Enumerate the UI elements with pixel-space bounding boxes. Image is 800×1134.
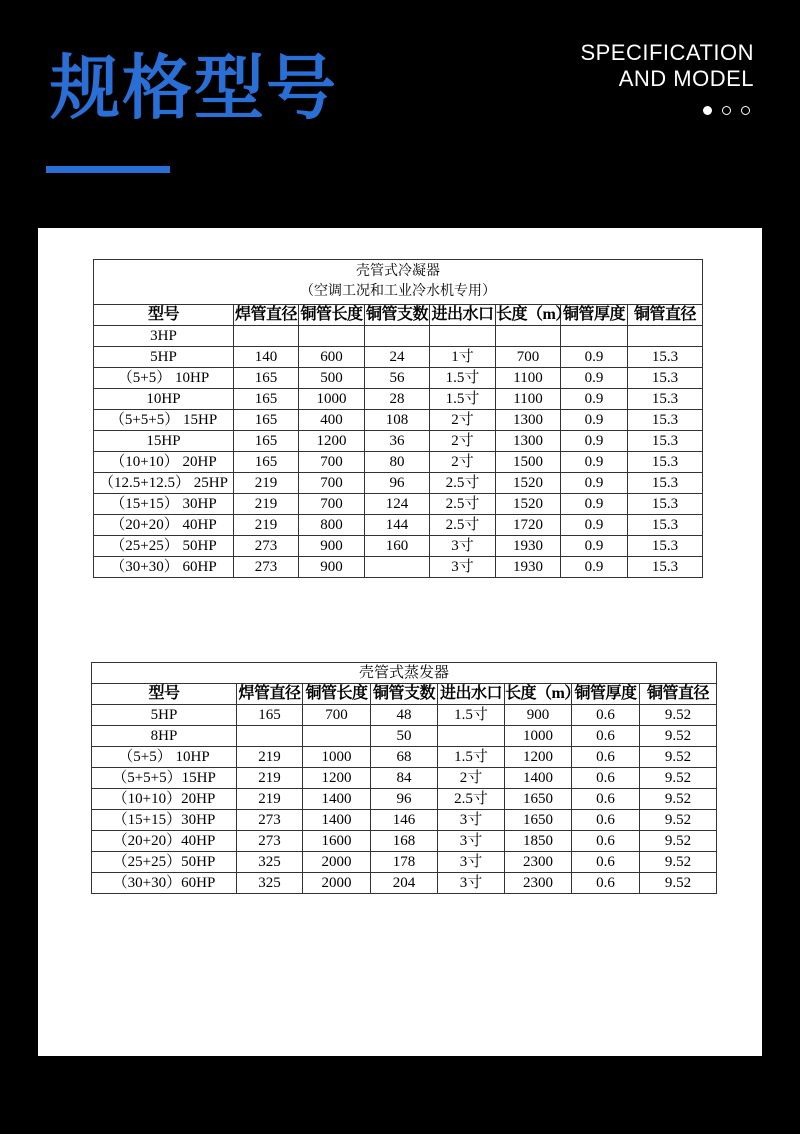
- table-cell: 9.52: [640, 852, 717, 873]
- table-cell: 219: [234, 473, 299, 494]
- table-cell: 1400: [505, 768, 572, 789]
- table-cell: 140: [234, 347, 299, 368]
- table-cell: 168: [371, 831, 438, 852]
- table-cell: [438, 726, 505, 747]
- table-cell: 3寸: [430, 557, 496, 578]
- table-cell: 1300: [496, 410, 561, 431]
- column-header: 铜管直径: [628, 305, 703, 326]
- table-cell: 2.5寸: [438, 789, 505, 810]
- table-cell: 1520: [496, 494, 561, 515]
- table-cell: 50: [371, 726, 438, 747]
- page-title: 规格型号: [50, 47, 338, 129]
- table-cell: [237, 726, 303, 747]
- column-header: 铜管支数: [365, 305, 430, 326]
- table-cell: 1000: [505, 726, 572, 747]
- table-cell: 3寸: [438, 831, 505, 852]
- table-cell: [628, 326, 703, 347]
- table-cell: 0.9: [561, 347, 628, 368]
- table-cell: （5+5+5）15HP: [92, 768, 237, 789]
- table-cell: 15HP: [94, 431, 234, 452]
- column-header: 长度（m）: [505, 684, 572, 705]
- table-row: [92, 768, 717, 789]
- table-cell: 273: [234, 557, 299, 578]
- table-cell: 3寸: [438, 873, 505, 894]
- table-cell: 700: [496, 347, 561, 368]
- table-cell: [430, 326, 496, 347]
- table-cell: 9.52: [640, 747, 717, 768]
- column-header: 型号: [94, 305, 234, 326]
- table-cell: 273: [234, 536, 299, 557]
- table-cell: 1200: [303, 768, 371, 789]
- table-cell: 2寸: [430, 410, 496, 431]
- table-cell: [365, 326, 430, 347]
- table-cell: 900: [299, 557, 365, 578]
- table-cell: 400: [299, 410, 365, 431]
- table-cell: 1400: [303, 789, 371, 810]
- table-cell: 0.6: [572, 705, 640, 726]
- table-cell: 178: [371, 852, 438, 873]
- table-cell: 1寸: [430, 347, 496, 368]
- table-cell: 0.6: [572, 768, 640, 789]
- table-cell: 219: [237, 747, 303, 768]
- column-header: 铜管直径: [640, 684, 717, 705]
- table-cell: 1600: [303, 831, 371, 852]
- table-cell: 273: [237, 810, 303, 831]
- table-cell: 0.6: [572, 747, 640, 768]
- table-cell: 84: [371, 768, 438, 789]
- page-dot: [741, 106, 750, 115]
- table-cell: 146: [371, 810, 438, 831]
- table-row: [92, 789, 717, 810]
- table-cell: 15.3: [628, 431, 703, 452]
- column-header: 进出水口: [438, 684, 505, 705]
- table-row: [92, 726, 717, 747]
- table-cell: 325: [237, 873, 303, 894]
- table-row: [92, 810, 717, 831]
- subtitle-line-1: SPECIFICATION: [580, 40, 754, 65]
- column-header: 铜管厚度: [561, 305, 628, 326]
- table-cell: （25+25）50HP: [92, 852, 237, 873]
- table-cell: 160: [365, 536, 430, 557]
- table-cell: 165: [234, 431, 299, 452]
- column-header: 长度（m）: [496, 305, 561, 326]
- table-cell: （15+15）30HP: [92, 810, 237, 831]
- evaporator-title: 壳管式蒸发器: [92, 663, 717, 684]
- table-cell: 1.5寸: [430, 389, 496, 410]
- table-cell: 219: [237, 789, 303, 810]
- table-cell: 9.52: [640, 705, 717, 726]
- table-row: [94, 347, 703, 368]
- table-cell: 10HP: [94, 389, 234, 410]
- table-cell: 0.9: [561, 494, 628, 515]
- table-cell: 900: [299, 536, 365, 557]
- column-header: 焊管直径: [237, 684, 303, 705]
- table-cell: 165: [234, 368, 299, 389]
- table-cell: 0.9: [561, 431, 628, 452]
- table-cell: 1650: [505, 810, 572, 831]
- table-row: [92, 852, 717, 873]
- table-cell: 108: [365, 410, 430, 431]
- table-cell: 1300: [496, 431, 561, 452]
- table-cell: 9.52: [640, 873, 717, 894]
- table-row: [94, 431, 703, 452]
- table-cell: 56: [365, 368, 430, 389]
- table-cell: 3寸: [438, 810, 505, 831]
- table-cell: 15.3: [628, 410, 703, 431]
- table-cell: 2300: [505, 852, 572, 873]
- table-cell: 3寸: [438, 852, 505, 873]
- table-cell: [496, 326, 561, 347]
- table-cell: 219: [234, 515, 299, 536]
- table-cell: 0.6: [572, 852, 640, 873]
- table-cell: 15.3: [628, 494, 703, 515]
- table-cell: 124: [365, 494, 430, 515]
- table-cell: 1850: [505, 831, 572, 852]
- table-cell: 1720: [496, 515, 561, 536]
- header-row: [92, 684, 717, 705]
- table-cell: 2300: [505, 873, 572, 894]
- column-header: 焊管直径: [234, 305, 299, 326]
- table-cell: 165: [237, 705, 303, 726]
- table-row: [94, 410, 703, 431]
- table-cell: （30+30）60HP: [92, 873, 237, 894]
- header-row: [94, 305, 703, 326]
- table-cell: 2000: [303, 852, 371, 873]
- table-cell: 1000: [299, 389, 365, 410]
- table-cell: 9.52: [640, 726, 717, 747]
- table-cell: 8HP: [92, 726, 237, 747]
- table-cell: 2.5寸: [430, 515, 496, 536]
- table-cell: 1.5寸: [438, 747, 505, 768]
- table-cell: 2000: [303, 873, 371, 894]
- table-cell: 24: [365, 347, 430, 368]
- table-cell: 96: [371, 789, 438, 810]
- table-cell: 0.6: [572, 873, 640, 894]
- column-header: 进出水口: [430, 305, 496, 326]
- table-cell: 1000: [303, 747, 371, 768]
- table-cell: 15.3: [628, 368, 703, 389]
- table-cell: （20+20）40HP: [92, 831, 237, 852]
- table-row: [92, 831, 717, 852]
- table-row: [92, 747, 717, 768]
- table-row: [94, 536, 703, 557]
- table-cell: （10+10） 20HP: [94, 452, 234, 473]
- spec-document: [38, 228, 762, 1056]
- table-cell: 5HP: [94, 347, 234, 368]
- table-cell: [561, 326, 628, 347]
- table-cell: 165: [234, 389, 299, 410]
- table-row: [94, 557, 703, 578]
- table-cell: [365, 557, 430, 578]
- table-cell: 1.5寸: [438, 705, 505, 726]
- table-cell: 5HP: [92, 705, 237, 726]
- table-cell: 0.6: [572, 831, 640, 852]
- accent-bar: [46, 166, 170, 173]
- table-cell: 2寸: [430, 431, 496, 452]
- table-cell: 219: [234, 494, 299, 515]
- table-cell: （25+25） 50HP: [94, 536, 234, 557]
- table-cell: 1650: [505, 789, 572, 810]
- table-row: [94, 368, 703, 389]
- table-cell: 28: [365, 389, 430, 410]
- page-indicator: [703, 106, 750, 115]
- condenser-table: [93, 259, 703, 578]
- table-cell: 15.3: [628, 347, 703, 368]
- table-cell: （5+5） 10HP: [94, 368, 234, 389]
- table-cell: 700: [299, 473, 365, 494]
- table-row: [94, 389, 703, 410]
- table-cell: 0.9: [561, 473, 628, 494]
- table-cell: （15+15） 30HP: [94, 494, 234, 515]
- table-cell: 165: [234, 410, 299, 431]
- table-cell: 15.3: [628, 452, 703, 473]
- table-cell: 1500: [496, 452, 561, 473]
- table-row: [94, 326, 703, 347]
- table-cell: （10+10）20HP: [92, 789, 237, 810]
- page-dot: [722, 106, 731, 115]
- table-cell: 80: [365, 452, 430, 473]
- table-row: [94, 473, 703, 494]
- table-cell: 1200: [505, 747, 572, 768]
- table-cell: 900: [505, 705, 572, 726]
- subtitle-line-2: AND MODEL: [618, 66, 754, 91]
- table-cell: 3寸: [430, 536, 496, 557]
- table-cell: 700: [303, 705, 371, 726]
- table-cell: [303, 726, 371, 747]
- evaporator-table: [91, 662, 717, 894]
- table-cell: 600: [299, 347, 365, 368]
- table-cell: 2.5寸: [430, 494, 496, 515]
- table-cell: 165: [234, 452, 299, 473]
- column-header: 铜管长度: [299, 305, 365, 326]
- table-cell: 800: [299, 515, 365, 536]
- table-cell: 1930: [496, 536, 561, 557]
- table-cell: 9.52: [640, 810, 717, 831]
- table-cell: 1.5寸: [430, 368, 496, 389]
- table-cell: （5+5+5） 15HP: [94, 410, 234, 431]
- table-cell: 15.3: [628, 473, 703, 494]
- table-cell: 700: [299, 494, 365, 515]
- table-cell: （5+5） 10HP: [92, 747, 237, 768]
- table-cell: 1930: [496, 557, 561, 578]
- table-cell: 68: [371, 747, 438, 768]
- table-cell: 15.3: [628, 536, 703, 557]
- page-subtitle-en: [580, 40, 754, 92]
- table-cell: 15.3: [628, 515, 703, 536]
- table-cell: 0.9: [561, 536, 628, 557]
- table-cell: 700: [299, 452, 365, 473]
- condenser-subtitle: （空调工况和工业冷水机专用）: [300, 284, 496, 299]
- table-cell: 1100: [496, 389, 561, 410]
- table-cell: 9.52: [640, 768, 717, 789]
- table-cell: [234, 326, 299, 347]
- column-header: 铜管支数: [371, 684, 438, 705]
- table-cell: 0.9: [561, 515, 628, 536]
- table-cell: 9.52: [640, 831, 717, 852]
- page-dot-active: [703, 106, 712, 115]
- table-cell: 325: [237, 852, 303, 873]
- table-cell: （12.5+12.5） 25HP: [94, 473, 234, 494]
- table-cell: 0.6: [572, 810, 640, 831]
- table-cell: 1520: [496, 473, 561, 494]
- table-cell: （30+30） 60HP: [94, 557, 234, 578]
- table-cell: 204: [371, 873, 438, 894]
- table-cell: 0.9: [561, 368, 628, 389]
- table-cell: 2.5寸: [430, 473, 496, 494]
- table-cell: [299, 326, 365, 347]
- table-cell: 2寸: [430, 452, 496, 473]
- table-row: [92, 705, 717, 726]
- table-cell: 273: [237, 831, 303, 852]
- table-cell: 0.9: [561, 389, 628, 410]
- table-cell: 3HP: [94, 326, 234, 347]
- table-row: [94, 452, 703, 473]
- table-cell: 9.52: [640, 789, 717, 810]
- table-row: [92, 873, 717, 894]
- table-cell: 0.6: [572, 726, 640, 747]
- table-cell: 36: [365, 431, 430, 452]
- column-header: 型号: [92, 684, 237, 705]
- table-cell: 15.3: [628, 389, 703, 410]
- table-cell: 1400: [303, 810, 371, 831]
- table-cell: （20+20） 40HP: [94, 515, 234, 536]
- condenser-caption: [94, 260, 703, 305]
- column-header: 铜管长度: [303, 684, 371, 705]
- table-cell: 500: [299, 368, 365, 389]
- table-cell: 219: [237, 768, 303, 789]
- table-cell: 0.9: [561, 452, 628, 473]
- table-cell: 1200: [299, 431, 365, 452]
- table-cell: 144: [365, 515, 430, 536]
- table-cell: 15.3: [628, 557, 703, 578]
- table-row: [94, 515, 703, 536]
- table-row: [94, 494, 703, 515]
- table-cell: 1100: [496, 368, 561, 389]
- column-header: 铜管厚度: [572, 684, 640, 705]
- table-cell: 0.9: [561, 557, 628, 578]
- table-cell: 0.6: [572, 789, 640, 810]
- condenser-title: 壳管式冷凝器: [356, 264, 440, 279]
- table-cell: 48: [371, 705, 438, 726]
- table-cell: 2寸: [438, 768, 505, 789]
- table-cell: 96: [365, 473, 430, 494]
- table-cell: 0.9: [561, 410, 628, 431]
